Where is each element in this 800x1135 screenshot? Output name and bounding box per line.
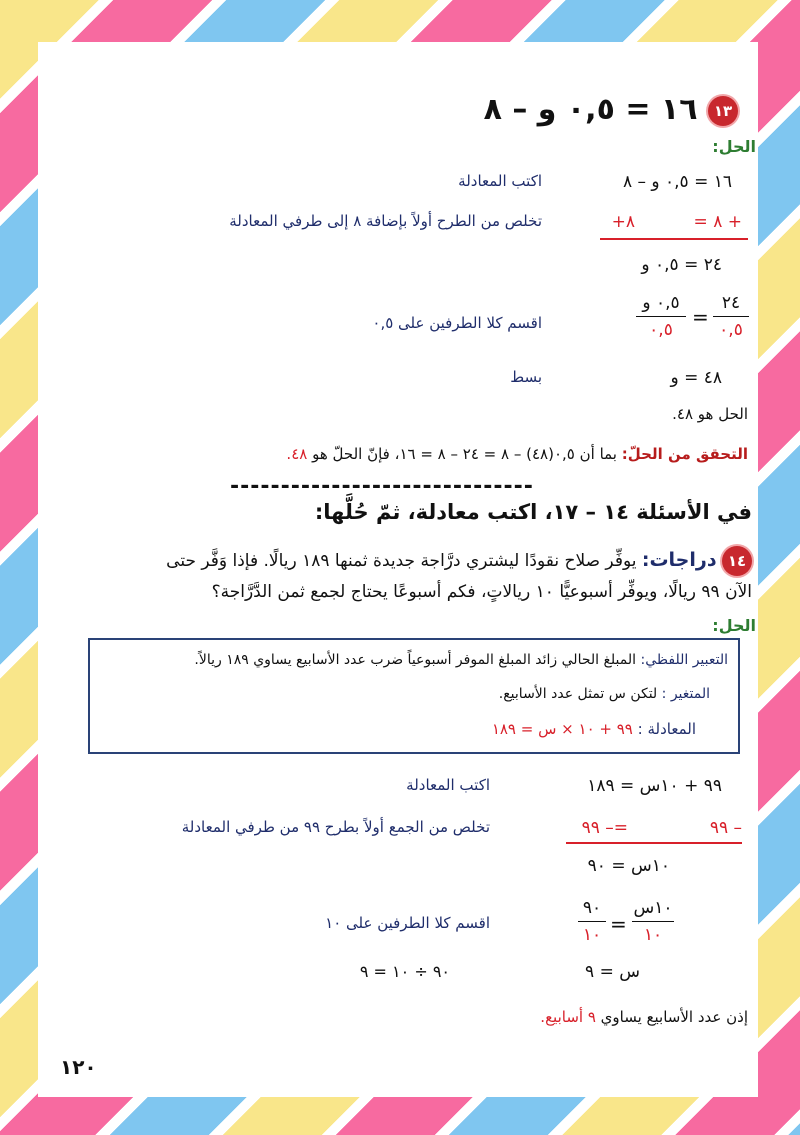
p13-check-label: التحقق من الحلّ: <box>621 445 748 463</box>
p13-frac-left-den: ٠,٥ <box>719 320 743 340</box>
p13-step5-math: ٤٨ = و <box>670 368 722 388</box>
box-equation-text: ٩٩ + ١٠ × س = ١٨٩ <box>491 720 633 738</box>
p14-step2-underline <box>566 842 742 844</box>
p13-step2-right: ٨+ <box>611 212 635 232</box>
p14-step5-math: س = ٩ <box>585 962 640 982</box>
p13-frac-right-num: ٠,٥ و <box>642 293 680 313</box>
problem13-header <box>484 92 738 127</box>
p13-check-value: ٤٨. <box>286 445 308 463</box>
p13-fraction-left <box>713 293 749 340</box>
problem14-number-badge: ١٤ <box>722 546 752 576</box>
box-equation-row <box>492 720 696 738</box>
p13-step1-note: اكتب المعادلة <box>458 172 542 190</box>
p13-step2-left: + ٨ = <box>693 212 742 232</box>
problem14-title: دراجات: <box>641 549 717 571</box>
p14-step1-note: اكتب المعادلة <box>406 776 490 794</box>
p14-step1-math: ٩٩ + ١٠س = ١٨٩ <box>587 776 722 796</box>
p13-step1-math: ١٦ = ٠,٥ و – ٨ <box>622 172 732 192</box>
p14-frac-left-num: ١٠س <box>633 898 673 918</box>
box-verbal-row <box>194 652 728 668</box>
p13-answer: الحل هو ٤٨. <box>672 405 748 423</box>
box-verbal-label: التعبير اللفظي: <box>640 652 728 668</box>
p13-fraction-right <box>636 293 686 340</box>
box-verbal-text: المبلغ الحالي زائد المبلغ الموفر أسبوعياً ضرب عدد الأسابيع يساوي ١٨٩ ريالاً. <box>194 652 637 668</box>
p13-step2-underline <box>600 238 748 240</box>
p14-answer-value: ٩ أسابيع. <box>540 1008 596 1026</box>
section-heading: في الأسئلة ١٤ – ١٧، اكتب معادلة، ثمّ حُلَّها: <box>314 500 752 524</box>
p14-step2-left: – ٩٩ <box>709 818 742 838</box>
p14-answer-prefix: إذن عدد الأسابيع يساوي <box>600 1008 748 1026</box>
p14-step4-note: اقسم كلا الطرفين على ١٠ <box>325 914 490 932</box>
p14-step2-note: تخلص من الجمع أولاً بطرح ٩٩ من طرفي المعادلة <box>181 818 490 836</box>
problem13-number-badge: ١٣ <box>708 96 738 126</box>
box-variable-label: المتغير : <box>661 686 710 702</box>
box-equation-label: المعادلة : <box>637 720 696 738</box>
p14-step5-note: ٩٠ ÷ ١٠ = ٩ <box>359 962 450 981</box>
divider: ------------------------------ <box>230 474 534 499</box>
p14-frac-right-den: ١٠ <box>582 925 602 945</box>
problem13-equation: ١٦ = ٠,٥ و – ٨ <box>483 92 698 127</box>
p14-fraction-right <box>578 898 606 945</box>
box-variable-row <box>499 686 710 702</box>
p14-step2-right: =– ٩٩ <box>581 818 628 838</box>
problem14-text-line1: يوفِّر صلاح نقودًا ليشتري درَّاجة جديدة ثمنها ١٨٩ ريالًا. فإذا وَفَّر حتى <box>166 551 637 571</box>
p13-step2-note: تخلص من الطرح أولاً بإضافة ٨ إلى طرفي المعادلة <box>229 212 542 230</box>
p13-check-text: بما أن ٠,٥(٤٨) – ٨ = ٢٤ – ٨ = ١٦، فإنّ الحلّ هو <box>312 445 617 463</box>
p14-answer <box>540 1008 748 1026</box>
p14-fraction-left <box>632 898 674 945</box>
p14-fraction-equals: = <box>610 912 627 936</box>
box-variable-text: لتكن س تمثل عدد الأسابيع. <box>498 686 658 702</box>
problem14-text-line2: الآن ٩٩ ريالًا، ويوفِّر أسبوعيًّا ١٠ ريالاتٍ، فكم أسبوعًا يحتاج لجمع ثمن الدَّرَّاجة؟ <box>211 582 752 602</box>
p14-frac-right-num: ٩٠ <box>582 898 602 918</box>
p13-step3-math: ٢٤ = ٠,٥ و <box>641 255 722 275</box>
p13-step4-note: اقسم كلا الطرفين على ٠,٥ <box>372 314 542 332</box>
problem14-line1 <box>166 546 752 576</box>
p13-fraction-equals: = <box>692 305 709 329</box>
p13-step5-note: بسط <box>510 368 542 386</box>
p14-frac-left-den: ١٠ <box>643 925 663 945</box>
p13-frac-left-num: ٢٤ <box>721 293 741 313</box>
p13-check <box>286 445 748 463</box>
p13-frac-right-den: ٠,٥ <box>649 320 673 340</box>
problem14-solution-label: الحل: <box>712 616 756 635</box>
page-number: ١٢٠ <box>60 1055 97 1079</box>
p14-step3-math: ١٠س = ٩٠ <box>587 856 670 876</box>
problem13-solution-label: الحل: <box>712 137 756 156</box>
